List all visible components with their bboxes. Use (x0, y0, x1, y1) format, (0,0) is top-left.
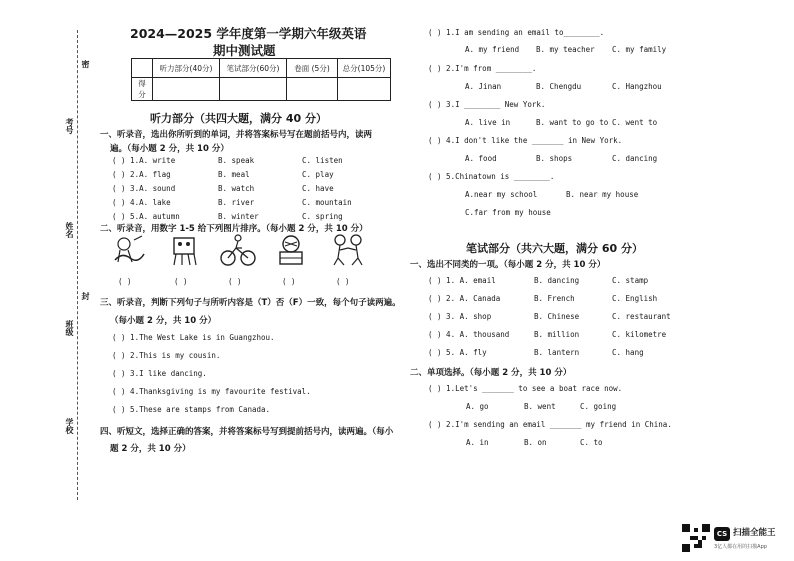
list-item: ( ) 2. A. Canada (428, 294, 501, 303)
option-c: C. Hangzhou (612, 82, 662, 91)
option-c: C. went to (612, 118, 658, 127)
score-header-total: 总分(105分) (338, 59, 391, 78)
list-item-option-b: B. French (534, 294, 575, 303)
list-item-option-c: C. play (302, 170, 334, 179)
binding-line (77, 30, 79, 500)
option-c: C. going (580, 402, 617, 411)
score-cell[interactable] (338, 78, 391, 101)
list-item: ( ) 1.A. write (112, 156, 176, 165)
picture-order-bracket[interactable]: ( ) (228, 277, 242, 286)
picture-children-dancing (330, 232, 366, 268)
qr-code-icon (682, 524, 710, 552)
picture-mooncake-basket (274, 232, 308, 268)
picture-lion-dance (168, 232, 202, 268)
question-stem: ( ) 5.Chinatown is ________. (428, 172, 555, 181)
question-stem: ( ) 1.Let's _______ to see a boat race now. (428, 384, 623, 393)
list-item: ( ) 2.This is my cousin. (112, 351, 221, 360)
list-item: ( ) 2.A. flag (112, 170, 171, 179)
score-header-neatness: 卷面 (5分) (287, 59, 338, 78)
list-item-option-b: B. million (534, 330, 580, 339)
option-c: C. to (580, 438, 603, 447)
exam-title: 2024—2025 学年度第一学期六年级英语 (130, 26, 367, 41)
option-b: B. Chengdu (536, 82, 582, 91)
list-item: ( ) 1. A. email (428, 276, 496, 285)
writing-section-title: 笔试部分（共六大题，满分 60 分） (466, 242, 643, 255)
list-item-option-b: B. meal (218, 170, 250, 179)
option-b: B. went (524, 402, 556, 411)
list-item-option-c: C. kilometre (612, 330, 667, 339)
list-item: ( ) 5.A. autumn (112, 212, 180, 221)
list-item: ( ) 3.A. sound (112, 184, 176, 193)
list-item-option-b: B. winter (218, 212, 259, 221)
picture-order-bracket[interactable]: ( ) (174, 277, 188, 286)
picture-cyclist (220, 232, 256, 268)
option-b: B. want to go to (536, 118, 609, 127)
watermark-name: 扫描全能王 (733, 528, 776, 538)
option-a: A. Jinan (465, 82, 502, 91)
list-item: ( ) 4.Thanksgiving is my favourite festival. (112, 387, 311, 396)
option-b: B. my teacher (536, 45, 595, 54)
picture-order-bracket[interactable]: ( ) (118, 277, 132, 286)
listening-part1-instruction: 一、听录音，选出你所听到的单词，并将答案标号写在题前括号内，读两 (100, 130, 373, 140)
sidebar-label-class: 班级 (65, 320, 74, 336)
list-item: ( ) 4.A. lake (112, 198, 171, 207)
option-c: C.far from my house (465, 208, 551, 217)
camscanner-logo: CS (714, 527, 730, 541)
sidebar-label-school: 学校 (65, 418, 74, 434)
score-cell[interactable] (153, 78, 220, 101)
sidebar-label-seal-2: 密 (81, 60, 90, 68)
option-b: B. near my house (566, 190, 639, 199)
score-header-writing: 笔试部分(60分) (220, 59, 287, 78)
list-item: ( ) 5. A. fly (428, 348, 487, 357)
listening-part4-instruction-2: 题 2 分，共 10 分） (110, 444, 191, 454)
option-c: C. dancing (612, 154, 658, 163)
question-stem: ( ) 4.I don't like the _______ in New York. (428, 136, 623, 145)
list-item: ( ) 4. A. thousand (428, 330, 510, 339)
listening-section-title: 听力部分（共四大题，满分 40 分） (150, 112, 327, 125)
option-a: A. my friend (465, 45, 520, 54)
listening-part3-instruction-2: （每小题 2 分，共 10 分） (110, 316, 217, 326)
question-stem: ( ) 1.I am sending an email to________. (428, 28, 605, 37)
option-b: B. shops (536, 154, 573, 163)
list-item-option-c: C. restaurant (612, 312, 671, 321)
list-item: ( ) 3. A. shop (428, 312, 492, 321)
score-cell[interactable] (220, 78, 287, 101)
sidebar-label-seal: 封 (81, 292, 90, 300)
sidebar-label-exam-number: 考号 (65, 118, 74, 134)
list-item-option-b: B. lantern (534, 348, 580, 357)
option-a: A. food (465, 154, 497, 163)
question-stem: ( ) 2.I'm sending an email _______ my friend in China. (428, 420, 672, 429)
list-item: ( ) 5.These are stamps from Canada. (112, 405, 271, 414)
list-item-option-b: B. watch (218, 184, 255, 193)
listening-part1-instruction-2: 遍。（每小题 2 分，共 10 分） (110, 144, 229, 154)
list-item-option-c: C. mountain (302, 198, 352, 207)
list-item: ( ) 1.The West Lake is in Guangzhou. (112, 333, 275, 342)
picture-order-bracket[interactable]: ( ) (336, 277, 350, 286)
exam-subtitle: 期中测试题 (213, 43, 276, 58)
option-b: B. on (524, 438, 547, 447)
list-item-option-b: B. Chinese (534, 312, 580, 321)
score-row-label: 得分 (132, 78, 153, 101)
option-a: A. live in (465, 118, 511, 127)
sidebar-label-name: 姓名 (65, 222, 74, 238)
list-item-option-b: B. river (218, 198, 255, 207)
score-table (131, 58, 391, 101)
question-stem: ( ) 2.I'm from ________. (428, 64, 537, 73)
writing-part1-instruction: 一、选出不同类的一项。（每小题 2 分，共 10 分） (410, 260, 606, 270)
list-item-option-c: C. spring (302, 212, 343, 221)
picture-dragon-boat (112, 232, 146, 268)
option-a: A. go (466, 402, 489, 411)
watermark-tagline: 3亿人都在用的扫描App (714, 544, 767, 550)
picture-order-bracket[interactable]: ( ) (282, 277, 296, 286)
listening-part4-instruction: 四、听短文，选择正确的答案，并将答案标号写到提前括号内，读两遍。（每小 (100, 427, 394, 437)
score-header-listening: 听力部分(40分) (153, 59, 220, 78)
list-item-option-c: C. hang (612, 348, 644, 357)
score-cell[interactable] (287, 78, 338, 101)
question-stem: ( ) 3.I ________ New York. (428, 100, 546, 109)
list-item-option-b: B. speak (218, 156, 255, 165)
listening-part3-instruction: 三、听录音，判断下列句子与所听内容是（T）否（F）一致，每个句子读两遍。 (100, 298, 401, 308)
option-c: C. my family (612, 45, 667, 54)
option-a: A.near my school (465, 190, 538, 199)
list-item-option-c: C. have (302, 184, 334, 193)
list-item-option-c: C. English (612, 294, 658, 303)
list-item-option-c: C. listen (302, 156, 343, 165)
list-item: ( ) 3.I like dancing. (112, 369, 207, 378)
list-item-option-c: C. stamp (612, 276, 649, 285)
listening-part2-instruction: 二、听录音，用数字 1-5 给下列图片排序。（每小题 2 分，共 10 分） (100, 224, 368, 234)
writing-part2-instruction: 二、单项选择。（每小题 2 分，共 10 分） (410, 368, 572, 378)
option-a: A. in (466, 438, 489, 447)
list-item-option-b: B. dancing (534, 276, 580, 285)
